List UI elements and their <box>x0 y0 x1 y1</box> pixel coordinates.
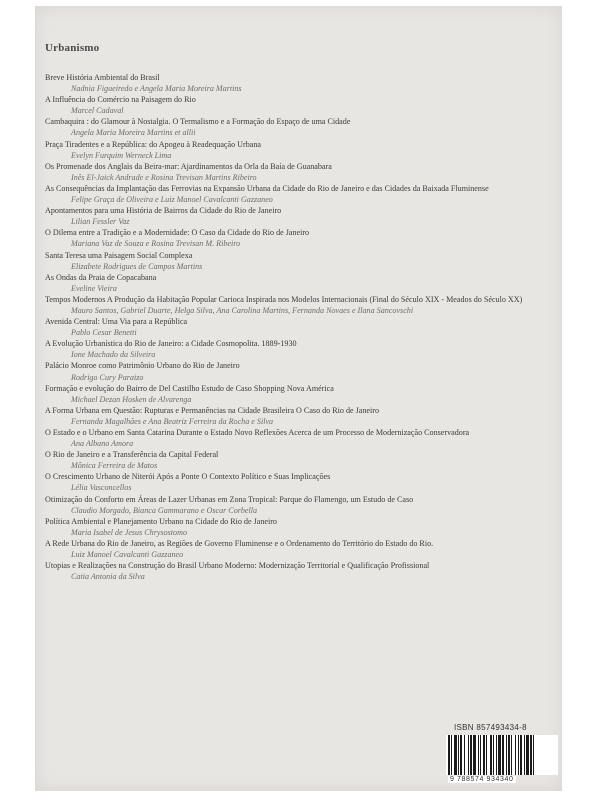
toc-entry-title: A Rede Urbana do Rio de Janeiro, as Regiões de Governo Fluminense e o Ordenamento do Território do Estado do Rio. <box>45 538 434 548</box>
toc-entry-author: Felipe Graça de Oliveira e Luiz Manoel Cavalcanti Gazzaneo <box>71 195 273 205</box>
toc-entry-title: O Estado e o Urbano em Santa Catarina Durante o Estado Novo Reflexões Acerca de um Processo de Modernização Conservadora <box>45 428 470 437</box>
toc-entry <box>45 427 555 449</box>
toc-entry-author: Ione Machado da Silveira <box>71 350 156 360</box>
toc-entry <box>45 494 555 516</box>
toc-entry-author: Eveline Vieira <box>71 283 117 293</box>
toc-entry-title: Santa Teresa uma Paisagem Social Complexa <box>45 250 193 260</box>
toc-entry-title: Breve História Ambiental do Brasil <box>45 73 160 82</box>
toc-entry <box>45 94 555 116</box>
barcode-bar <box>515 735 516 775</box>
toc-entry-author: Mauro Santos, Gabriel Duarte, Helga Silva, Ana Carolina Martins, Fernanda Novaes e Ilana Sancovschi <box>71 305 414 315</box>
barcode-bar <box>468 735 469 775</box>
isbn-label: ISBN 857493434-8 <box>454 723 527 732</box>
barcode-bar <box>458 735 459 775</box>
toc-entry <box>45 183 555 205</box>
barcode-bar <box>518 735 519 775</box>
barcode-bar <box>508 735 510 775</box>
toc-entry <box>45 560 555 582</box>
toc-entry-title: Palácio Monroe como Patrimônio Urbano do Rio de Janeiro <box>45 361 240 371</box>
toc-entry <box>45 316 555 338</box>
toc-entry <box>45 161 555 183</box>
toc-entry-author: Marcel Cadaval <box>71 106 124 116</box>
barcode-bar <box>502 735 504 775</box>
barcode-bar <box>496 735 497 775</box>
toc-entry <box>45 205 555 227</box>
toc-entry-title: A Influência do Comércio na Paisagem do Rio <box>45 95 196 105</box>
toc-entry <box>45 449 555 471</box>
toc-entry-title: Avenida Central: Uma Via para a República <box>45 317 188 327</box>
toc-entry-title: Otimização do Conforto em Áreas de Lazer Urbanas em Zona Tropical: Parque do Flamengo, um Estudo de Caso <box>45 494 414 504</box>
barcode-bar <box>464 735 465 775</box>
toc-entry <box>45 294 555 316</box>
toc-entry-title: Política Ambiental e Planejamento Urbano na Cidade do Rio de Janeiro <box>45 516 277 526</box>
toc-entry-title: A Forma Urbana em Questão: Rupturas e Permanências na Cidade Brasileira O Caso do Rio de Janeiro <box>45 405 380 415</box>
barcode-area <box>442 723 562 799</box>
barcode-bar <box>486 735 487 775</box>
toc-entry <box>45 139 555 161</box>
barcode-bar <box>530 735 532 775</box>
toc-entry <box>45 250 555 272</box>
toc-entry-author: Fernanda Magalhães e Ana Beatriz Ferreira da Rocha e Silva <box>71 416 274 426</box>
toc-entry-author: Luiz Manoel Cavalcanti Gazzaneo <box>71 550 184 560</box>
toc-entry-author: Pablo Cesar Benetti <box>71 328 137 338</box>
toc-entry <box>45 116 555 138</box>
toc-entry-author: Maria Isabel de Jesus Chrysostomo <box>71 527 187 537</box>
toc-entry-author: Nadnia Figueiredo e Angela Maria Moreira Martins <box>71 84 242 94</box>
toc-entry-author: Catia Antonia da Silva <box>71 572 145 582</box>
toc-entry-title: Praça Tiradentes e a República: do Apogeu à Readequação Urbana <box>45 139 261 149</box>
toc-entry-author: Elizabete Rodrigues de Campos Martins <box>71 261 203 271</box>
toc-entry-title: O Dilema entre a Tradição e a Modernidade: O Caso da Cidade do Rio de Janeiro <box>45 228 310 238</box>
toc-entry-title: As Consequências da Implantação das Ferrovias na Expansão Urbana da Cidade do Rio de Janeiro e das Cidades da Baixada Fluminense <box>45 183 489 193</box>
toc-entry-author: Evelyn Furquim Werneck Lima <box>71 150 172 160</box>
barcode-bar <box>511 735 512 775</box>
toc-entry-title: Cambaquira : do Glamour à Nostalgia. O Termalismo e a Formação do Espaço de uma Cidade <box>45 117 351 127</box>
barcode-bar <box>490 735 492 775</box>
toc-entry-title: Apontamentos para uma História de Bairros da Cidade do Rio de Janeiro <box>45 206 282 216</box>
toc-entry <box>45 272 555 294</box>
barcode-bar <box>533 735 534 775</box>
toc-entry-author: Ana Albano Amora <box>71 439 134 449</box>
toc-entry <box>45 538 555 560</box>
barcode-bar <box>526 735 529 775</box>
barcode-bar <box>480 735 481 775</box>
toc-entry-title: O Rio de Janeiro e a Transferência da Capital Federal <box>45 450 219 460</box>
toc-entry-author: Lélia Vasconcellos <box>71 483 132 493</box>
barcode-image <box>446 735 558 775</box>
barcode-bar <box>454 735 457 775</box>
toc-entry-title: O Crescimento Urbano de Niterói Após a Ponte O Contexto Político e Suas Implicações <box>45 472 331 482</box>
toc-entry-author: Angela Maria Moreira Martins et allii <box>71 128 196 138</box>
toc-entry-title: Tempos Modernos A Produção da Habitação Popular Carioca Inspirada nos Modelos Internacionais (Final do Século XIX - Meados do Século XX) <box>45 294 523 304</box>
barcode-bar <box>451 735 452 775</box>
toc-entry-author: Rodrigo Cury Paraizo <box>71 372 144 382</box>
barcode-bar <box>498 735 501 775</box>
barcode-digits: 9 788574 934340 <box>450 776 514 783</box>
table-of-contents <box>45 72 555 582</box>
barcode-bar <box>473 735 476 775</box>
toc-entry-title: As Ondas da Praia de Copacabana <box>45 272 157 282</box>
barcode-bar <box>520 735 522 775</box>
toc-entry <box>45 338 555 360</box>
toc-entry-author: Claudio Morgado, Bianca Gammarano e Oscar Corbella <box>71 505 258 515</box>
toc-entry-author: Lilian Fessler Vaz <box>71 217 130 227</box>
toc-entry-title: Os Promenade dos Anglais da Beira-mar: Ajardinamentos da Orla da Baía de Guanabara <box>45 161 332 171</box>
barcode-bar <box>524 735 525 775</box>
toc-entry-author: Mariana Vaz de Souza e Rosina Trevisan M. Ribeiro <box>71 239 241 249</box>
barcode-bar <box>470 735 472 775</box>
toc-entry-author: Inês El-Jaick Andrade e Rosina Trevisan Martins Ribeiro <box>71 172 257 182</box>
toc-entry <box>45 516 555 538</box>
toc-entry-author: Mônica Ferreira de Matos <box>71 461 158 471</box>
toc-entry <box>45 227 555 249</box>
back-cover <box>35 6 562 791</box>
toc-entry <box>45 405 555 427</box>
toc-entry <box>45 360 555 382</box>
barcode-bar <box>448 735 450 775</box>
toc-entry-title: Utopias e Realizações na Construção do Brasil Urbano Moderno: Modernização Territorial e Qualificação Profissional <box>45 561 430 571</box>
toc-entry <box>45 471 555 493</box>
toc-entry <box>45 383 555 405</box>
barcode-bar <box>483 735 485 775</box>
barcode-bar <box>460 735 462 775</box>
toc-entry-title: Formação e evolução do Bairro de Del Castilho Estudo de Caso Shopping Nova América <box>45 383 334 393</box>
barcode-bar <box>493 735 494 775</box>
barcode-bar <box>506 735 507 775</box>
toc-entry-author: Michael Dezan Hosken de Alvarenga <box>71 394 192 404</box>
toc-entry-title: A Evolução Urbanística do Rio de Janeiro: a Cidade Cosmopolita. 1889-1930 <box>45 339 297 349</box>
barcode-bar <box>478 735 479 775</box>
section-title: Urbanismo <box>45 42 100 54</box>
toc-entry <box>45 72 555 94</box>
